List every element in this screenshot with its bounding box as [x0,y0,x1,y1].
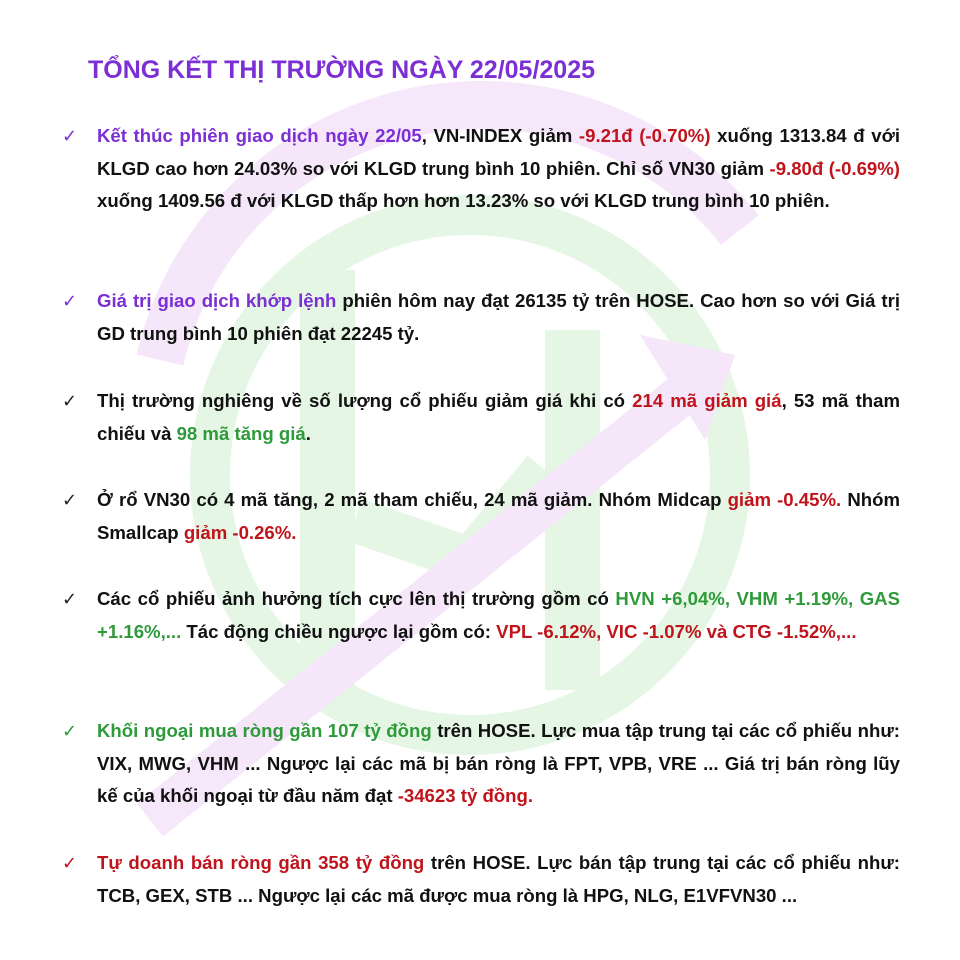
check-icon: ✓ [62,291,78,311]
smallcap-change: giảm -0.26%. [183,521,297,543]
text: . [305,422,311,444]
summary-item-foreign-investors [62,715,900,813]
summary-item-proprietary-trading [62,847,900,912]
text: , VN-INDEX giảm [421,125,579,146]
check-icon: ✓ [62,391,78,411]
summary-item-vn30-groups [62,484,900,549]
negative-stocks: VPL -6.12%, VIC -1.07% và CTG -1.52%,... [496,620,857,642]
vnindex-change: -9.21đ (-0.70%) [578,125,711,146]
summary-item-matched-value [62,285,900,350]
text: , 53 mã tham chiếu và [97,390,900,444]
decliners-count: 214 mã giảm giá [632,390,782,411]
check-icon: ✓ [62,490,78,510]
summary-item-breadth [62,385,900,450]
text: trên HOSE. Lực mua tập trung tại các cổ phiếu như: VIX, MWG, VHM ... Ngược lại các mã bị bán ròng là FPT, VPB, VRE ... Giá trị bán ròng lũy kế của khối ngoại từ đầu năm đạt [97,720,900,806]
midcap-change: giảm -0.45%. [727,489,842,510]
text: phiên hôm nay đạt 26135 tỷ trên HOSE. Cao hơn so với Giá trị GD trung bình 10 phiên đạt 22245 tỷ. [97,290,901,344]
text: xuống 1409.56 đ với KLGD thấp hơn hơn 13.23% so với KLGD trung bình 10 phiên. [97,190,830,211]
text: Tác động chiều ngược lại gồm có: [181,620,497,642]
foreign-ytd-net-sell: -34623 tỷ đồng. [397,785,534,806]
highlight-matched-value: Giá trị giao dịch khớp lệnh [97,290,337,311]
text: Các cổ phiếu ảnh hưởng tích cực lên thị trường gồm có [97,588,616,609]
highlight-foreign-net-buy: Khối ngoại mua ròng gần 107 tỷ đồng [97,720,432,741]
text: xuống 1313.84 đ với KLGD cao hơn 24.03% so với KLGD trung bình 10 phiên. Chỉ số VN30 giảm [97,125,900,179]
check-icon: ✓ [62,126,78,146]
highlight-session: Kết thúc phiên giao dịch ngày 22/05 [97,125,422,146]
check-icon: ✓ [62,721,78,741]
text: Ở rổ VN30 có 4 mã tăng, 2 mã tham chiếu, 24 mã giảm. Nhóm Midcap [97,489,728,510]
advancers-count: 98 mã tăng giá [176,422,306,444]
text: Nhóm Smallcap [97,489,900,543]
summary-item-impact-stocks [62,583,900,648]
summary-item-vnindex [62,120,900,218]
check-icon: ✓ [62,853,78,873]
highlight-proprietary-net-sell: Tự doanh bán ròng gần 358 tỷ đồng [97,852,425,873]
text: trên HOSE. Lực bán tập trung tại các cổ phiếu như: TCB, GEX, STB ... Ngược lại các mã được mua ròng là HPG, NLG, E1VFVN30 ... [97,852,901,906]
positive-stocks: HVN +6,04%, VHM +1.19%, GAS +1.16%,... [97,588,901,642]
vn30-change: -9.80đ (-0.69%) [769,157,900,179]
page-title: TỔNG KẾT THỊ TRƯỜNG NGÀY 22/05/2025 [88,56,596,84]
text: Thị trường nghiêng về số lượng cổ phiếu giảm giá khi có [97,390,633,411]
check-icon: ✓ [62,589,78,609]
